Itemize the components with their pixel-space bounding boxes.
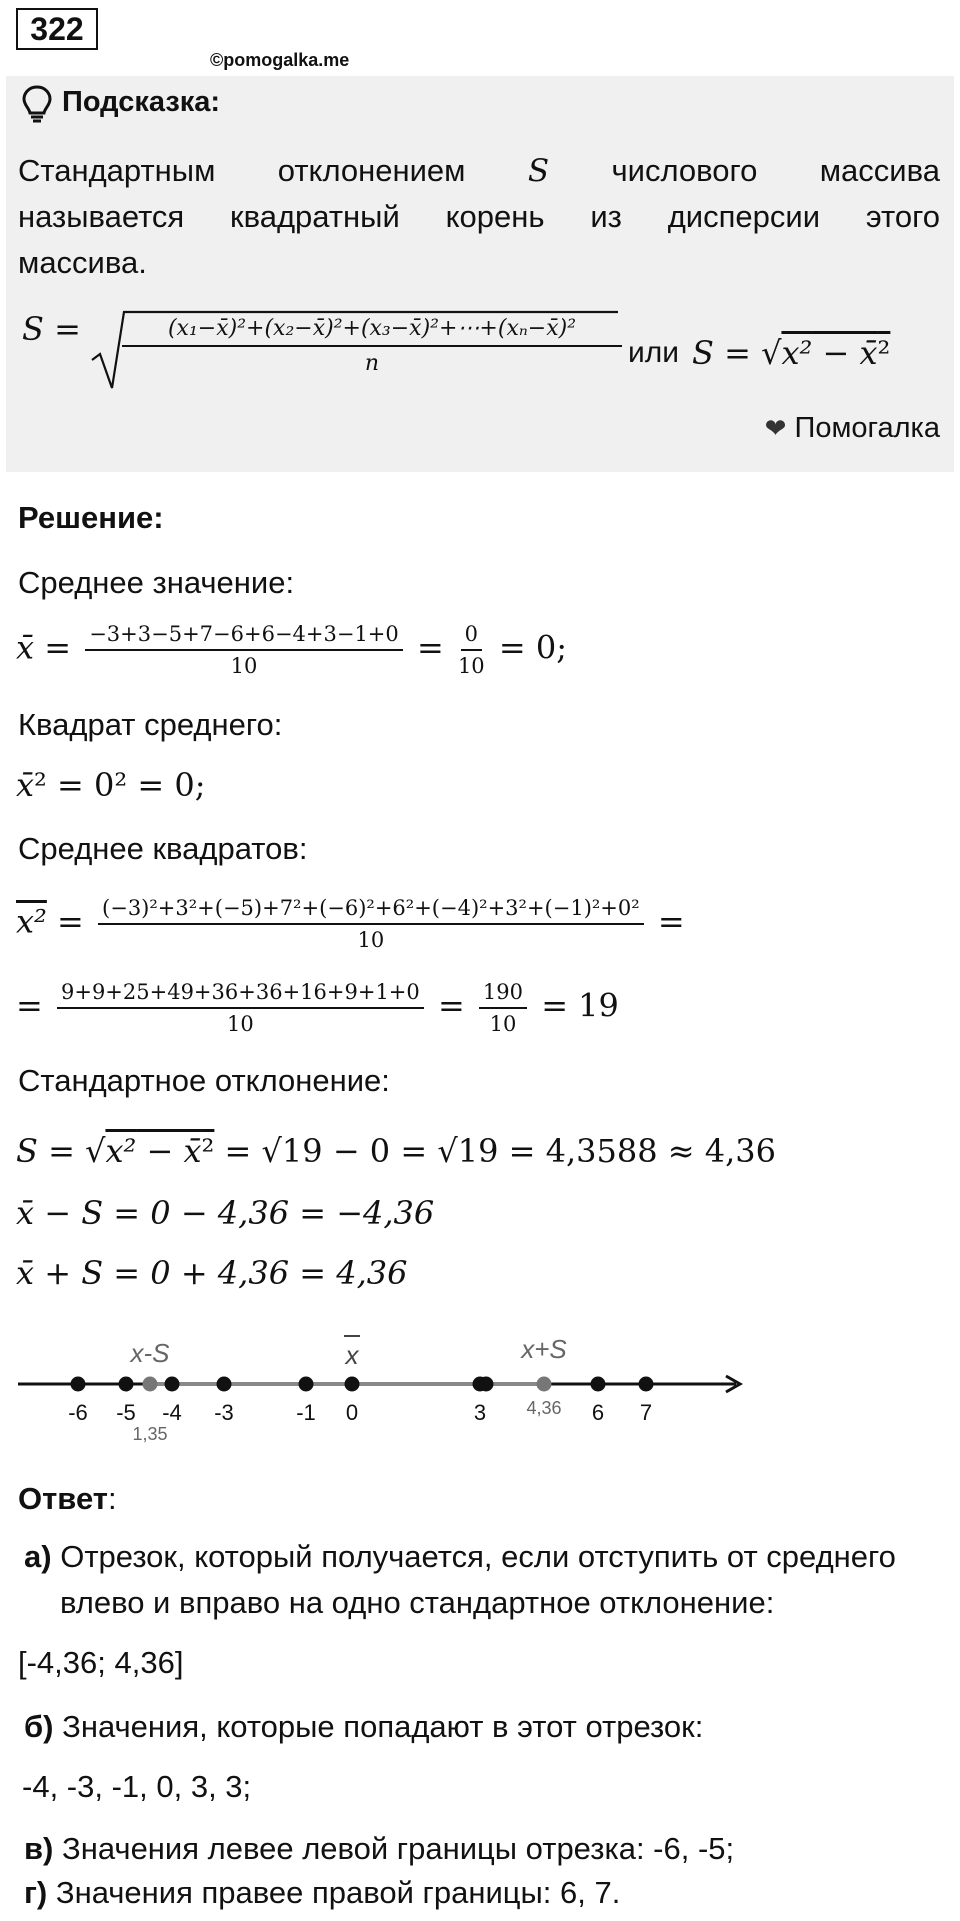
hint-word: корень xyxy=(445,199,545,234)
mean-numerator: −3+3−5+7−6+6−4+3−1+0 xyxy=(85,622,403,651)
mean-squares-frac-den: 10 xyxy=(489,1012,517,1036)
tick-label: -4 xyxy=(162,1400,182,1425)
mean-squares-formula-1: x² = $\frac{\text{(−3)²+3²+(−5)+7²+(−6)²+6²+(−4)²+3²+(−1)²+0²}}{10}$ = xyxy=(16,896,685,952)
hint-title: Подсказка: xyxy=(62,86,221,118)
minus-line: x̄ − S = 0 − 4,36 = −4,36 xyxy=(16,1194,435,1232)
hint-word: называется xyxy=(18,199,185,234)
mean-frac-den: 10 xyxy=(457,654,485,678)
std-formula: S = √x² − x̄² = √19 − 0 = √19 = 4,3588 ≈ 4,36 xyxy=(16,1132,776,1170)
data-point xyxy=(217,1377,232,1392)
mean-result: = 0; xyxy=(498,628,567,667)
answer-g xyxy=(24,1870,620,1916)
tick-label: -6 xyxy=(68,1400,88,1425)
mean-squares-numerator: (−3)²+3²+(−5)+7²+(−6)²+6²+(−4)²+3²+(−1)²+0² xyxy=(98,896,644,925)
answer-b xyxy=(24,1704,703,1750)
brand-label xyxy=(765,412,940,445)
answer-a-value: [-4,36; 4,36] xyxy=(18,1645,184,1680)
hint-symbol-s: S xyxy=(527,153,550,189)
tick-label: 0 xyxy=(345,1400,359,1425)
answer-heading-wrap: Ответ: xyxy=(18,1481,117,1516)
bound-point xyxy=(143,1377,158,1392)
answer-a xyxy=(24,1534,896,1580)
answer-g-letter: г) xyxy=(24,1875,48,1910)
right-bound-value: 4,36 xyxy=(526,1398,562,1418)
square-mean-formula: x̄² = 0² = 0; xyxy=(16,766,206,804)
hint-word: из xyxy=(590,199,622,234)
answer-v-text: Значения левее левой границы отрезка: -6, -5; xyxy=(62,1831,735,1866)
tick-label: -1 xyxy=(296,1400,316,1425)
hint-formula: S = xyxy=(22,310,81,348)
hint-formula-denominator: n xyxy=(364,351,380,376)
heart-icon: ❤ xyxy=(764,413,787,443)
answer-b-letter: б) xyxy=(24,1709,54,1744)
mean-squares-den2: 10 xyxy=(227,1012,254,1036)
brand-text: Помогалка xyxy=(794,412,940,444)
hint-word: массива xyxy=(819,153,940,188)
data-point xyxy=(345,1377,360,1392)
watermark: ©pomogalka.me xyxy=(210,50,350,70)
tick-label: -5 xyxy=(116,1400,136,1425)
answer-b-text: Значения, которые попадают в этот отрезок: xyxy=(62,1709,704,1744)
left-bound-value: 1,35 xyxy=(132,1424,168,1444)
answer-a-text-2: влево и вправо на одно стандартное отклонение: xyxy=(60,1585,775,1620)
mean-squares-denominator: 10 xyxy=(357,928,385,952)
hint-word: квадратный xyxy=(230,199,400,234)
lightbulb-icon xyxy=(20,84,54,124)
answer-a-text-1: Отрезок, который получается, если отступить от среднего xyxy=(60,1539,896,1574)
hint-word: отклонением xyxy=(277,153,466,188)
data-point xyxy=(591,1377,606,1392)
mean-label-x: x xyxy=(345,1340,359,1370)
hint-line-3: массива. xyxy=(18,245,147,280)
mean-squares-num2: 9+9+25+49+36+36+16+9+1+0 xyxy=(57,980,424,1009)
hint-formula-fraction xyxy=(122,316,622,376)
answer-b-value: -4, -3, -1, 0, 3, 3; xyxy=(22,1769,252,1804)
mean-frac-num: 0 xyxy=(461,622,482,651)
mean-squares-result: = 19 xyxy=(541,986,619,1025)
answer-v-letter: в) xyxy=(24,1831,54,1866)
square-mean-expr: = 0² = 0; xyxy=(57,766,206,804)
hint-formula-numerator: (x₁−x̄)²+(x₂−x̄)²+(x₃−x̄)²+⋯+(xₙ−x̄)² xyxy=(122,316,622,347)
tick-label: 7 xyxy=(639,1400,653,1425)
data-point xyxy=(71,1377,86,1392)
hint-word: Стандартным xyxy=(18,153,216,188)
data-point xyxy=(299,1377,314,1392)
answer-g-text: Значения правее правой границы: 6, 7. xyxy=(55,1875,621,1910)
left-bound-label: x-S xyxy=(130,1338,170,1368)
answer-v xyxy=(24,1826,734,1872)
hint-or: или xyxy=(628,336,680,369)
tick-label: -3 xyxy=(214,1400,234,1425)
hint-formula-alt: S = √x² − x̄² xyxy=(692,334,891,372)
square-mean-label: Квадрат среднего: xyxy=(18,707,283,742)
std-tail: = √19 − 0 = √19 = 4,3588 ≈ 4,36 xyxy=(224,1132,776,1170)
bound-point xyxy=(537,1377,552,1392)
mean-squares-frac-num: 190 xyxy=(479,980,527,1009)
answer-a-letter: а) xyxy=(24,1539,52,1574)
hint-word: этого xyxy=(865,199,940,234)
data-point xyxy=(639,1377,654,1392)
mean-formula: x̄ = $\frac{-3+3-5+7-6+6-4+3-1+0}{10}$ = $\frac{0}{10}$ = 0; xyxy=(16,622,567,678)
right-bound-label: x+S xyxy=(521,1334,567,1364)
mean-label: Среднее значение: xyxy=(18,565,295,600)
mean-squares-formula-2: = $\frac{9+9+25+49+36+36+16+9+1+0}{10}$ = $\frac{190}{10}$ = 19 xyxy=(16,980,619,1036)
hint-word: числового xyxy=(611,153,758,188)
problem-number: 322 xyxy=(16,8,98,50)
hint-line-2 xyxy=(18,194,940,240)
tick-label: 6 xyxy=(591,1400,605,1425)
data-point xyxy=(119,1377,134,1392)
tick-label: 3 xyxy=(473,1400,487,1425)
hint-line-1 xyxy=(18,148,940,194)
std-label: Стандартное отклонение: xyxy=(18,1063,390,1098)
data-point xyxy=(165,1377,180,1392)
answer-heading: Ответ xyxy=(18,1481,108,1516)
solution-heading: Решение: xyxy=(18,500,164,535)
data-point xyxy=(479,1377,494,1392)
mean-denominator: 10 xyxy=(230,654,258,678)
plus-line: x̄ + S = 0 + 4,36 = 4,36 xyxy=(16,1254,408,1292)
mean-squares-label: Среднее квадратов: xyxy=(18,831,308,866)
number-line xyxy=(0,1330,760,1450)
hint-word: дисперсии xyxy=(667,199,821,234)
